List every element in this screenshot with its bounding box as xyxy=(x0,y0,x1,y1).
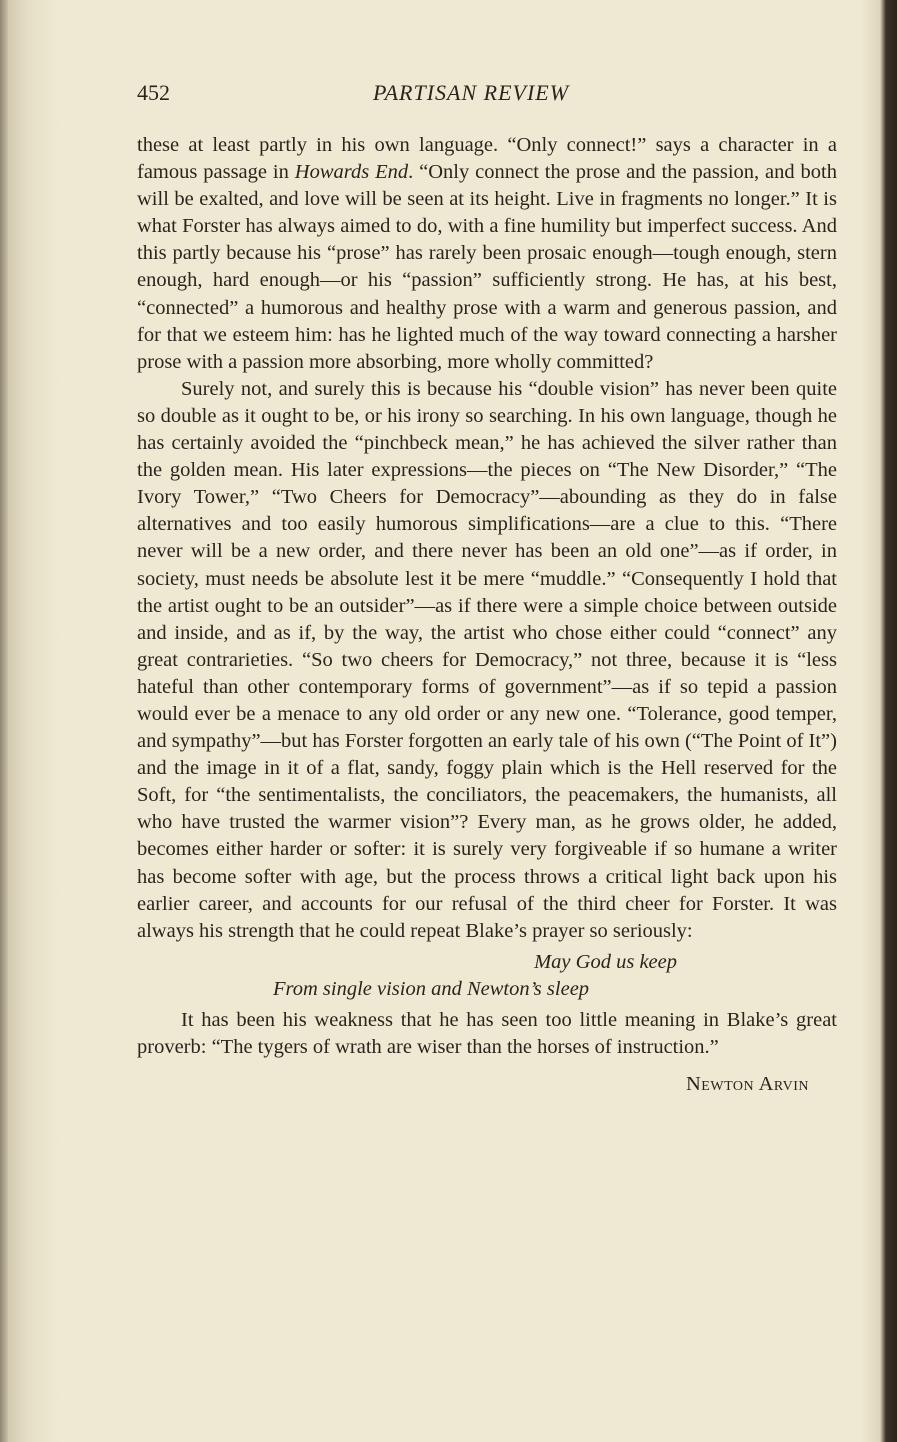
article-body xyxy=(137,132,837,1098)
paragraph-1-text-b: . “Only connect the prose and the passion, and both will be exalted, and love will be seen at its height. Live in fragments no longer.” It is what Forster has always aimed to do, with a fine humility but imperfect success. And this partly because his “prose” has rarely been prosaic enough—tough enough, stern enough, hard enough—or his “passion” sufficiently strong. He has, at his best, “connected” a humorous and healthy prose with a warm and generous passion, and for that we esteem him: has he lighted much of the way toward connecting a harsher prose with a passion more absorbing, more wholly committed? xyxy=(137,161,837,373)
running-title: PARTISAN REVIEW xyxy=(373,80,570,105)
blake-verse xyxy=(137,949,837,1003)
author-signature: Newton Arvin xyxy=(686,1073,809,1096)
verse-line-2-b: sleep xyxy=(541,977,590,1000)
page-number: 452 xyxy=(137,80,170,105)
book-title-howards-end: Howards End xyxy=(294,161,409,184)
book-spine-shadow xyxy=(0,0,8,1442)
verse-line-2 xyxy=(137,976,837,1003)
verse-line-2-a: From single vision and xyxy=(273,977,467,1000)
verse-line-2-newtons: Newton’s xyxy=(466,977,542,1000)
verse-line-1: May God us keep xyxy=(534,950,677,973)
page-header xyxy=(137,80,837,112)
paragraph-2-text: Surely not, and surely this is because his “double vision” has never been quite so double as it ought to be, or his irony so searching. In his own language, though he has certainly avoided the “pinchbeck mean,” he has achieved the silver rather than the golden mean. His later expressions—the pieces on “The New Disorder,” “The Ivory Tower,” “Two Cheers for Democracy”—abounding as they do in false alternatives and too easily humorous simplifications—are a clue to this. “There never will be a new order, and there never has been an old one”—as if order, in society, must needs be absolute lest it be mere “muddle.” “Consequently I hold that the artist ought to be an outsider”—as if there were a simple choice between outside and inside, and as if, by the way, the artist who chose either could “connect” any great contrarieties. “So two cheers for Democracy,” not three, because it is “less hateful than other contemporary forms of government”—as if so tepid a passion would ever be a menace to any old order or any new one. “Tolerance, good temper, and sympathy”—but has Forster forgotten an early tale of his own (“The Point of It”) and the image in it of a flat, sandy, foggy plain which is the Hell reserved for the Soft, for “the sentimentalists, the conciliators, the peacemakers, the humanists, all who have trusted the warmer vision”? Every man, as he grows older, he added, becomes either harder or softer: it is surely very forgiveable if so humane a writer has become softer with age, but the process throws a critical light back upon his earlier career, and accounts for our refusal of the third cheer for Forster. It was always his strength that he could repeat Blake’s prayer so seriously: xyxy=(137,377,837,942)
paragraph-2 xyxy=(137,376,837,945)
paragraph-1-text-a: these at least partly in his own language. “Only connect!” says a character in a famous passage in xyxy=(137,134,837,184)
paragraph-1 xyxy=(137,132,837,376)
closing-paragraph: It has been his weakness that he has seen too little meaning in Blake’s great proverb: “The tygers of wrath are wiser than the horses of instruction.” xyxy=(137,1009,837,1059)
